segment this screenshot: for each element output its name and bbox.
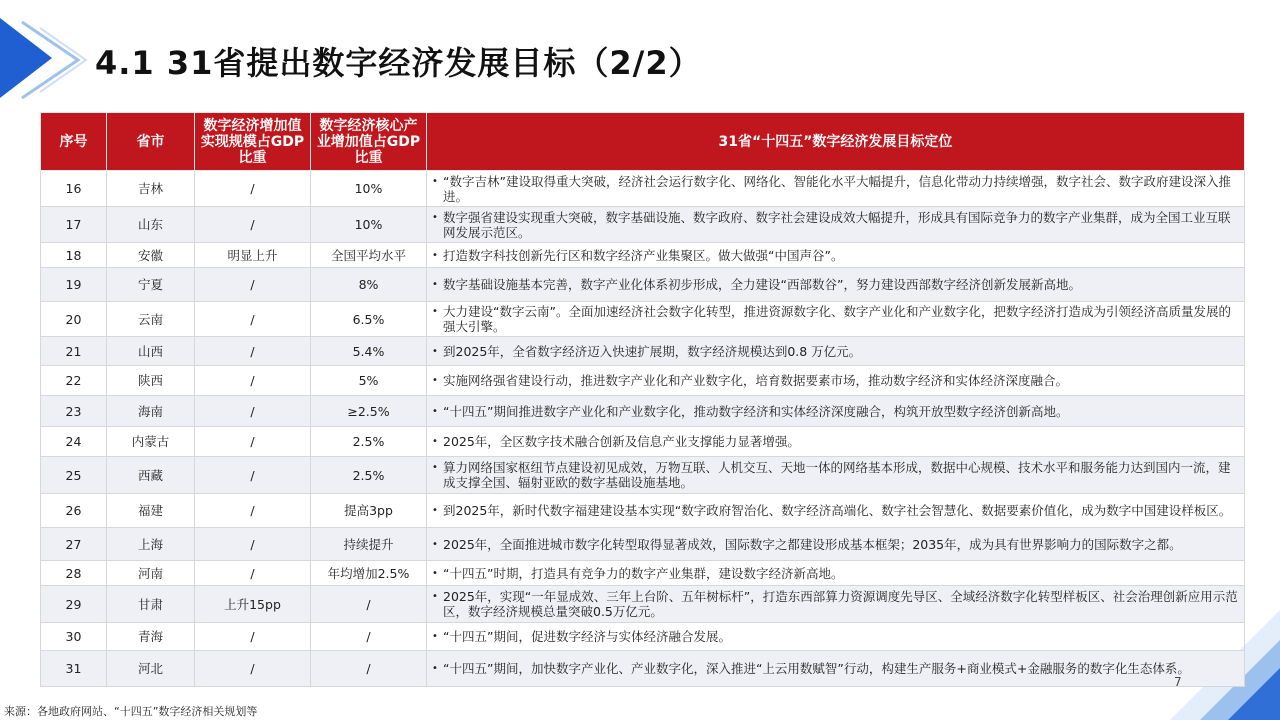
cell-no: 31 (41, 651, 107, 687)
table-row (41, 243, 1245, 268)
cell-goal (427, 207, 1245, 243)
cell-goal (427, 528, 1245, 561)
page-number: 7 (1174, 675, 1182, 689)
cell-scale-share: / (195, 207, 311, 243)
bullet-icon: • (432, 375, 438, 386)
table-row (41, 396, 1245, 427)
bullet-icon: • (432, 211, 438, 223)
goal-text: “十四五”时期，打造具有竞争力的数字产业集群，建设数字经济新高地。 (443, 565, 844, 581)
cell-province: 吉林 (107, 171, 195, 207)
bullet-icon: • (432, 538, 438, 550)
header-core-share: 数字经济核心产业增加值占GDP比重 (311, 113, 427, 171)
table-row (41, 207, 1245, 243)
cell-scale-share: / (195, 427, 311, 457)
cell-province: 西藏 (107, 457, 195, 494)
province-goals-table (40, 112, 1245, 687)
cell-goal (427, 396, 1245, 427)
table-row (41, 427, 1245, 457)
cell-province: 安徽 (107, 243, 195, 268)
cell-province: 内蒙古 (107, 427, 195, 457)
header-province: 省市 (107, 113, 195, 171)
bullet-icon: • (432, 567, 438, 579)
cell-province: 河南 (107, 561, 195, 586)
page-title: 4.1 31省提出数字经济发展目标（2/2） (95, 44, 702, 82)
bullet-icon: • (432, 345, 438, 357)
cell-no: 27 (41, 528, 107, 561)
goal-text: “十四五”期间，促进数字经济与实体经济融合发展。 (443, 629, 731, 644)
cell-no: 17 (41, 207, 107, 243)
cell-goal (427, 337, 1245, 366)
goal-text: 算力网络国家枢纽节点建设初见成效，万物互联、人机交互、天地一体的网络基本形成，数据中心规模、技术水平和服务能力达到国内一流，建成支撑全国、辐射亚欧的数字基础设施基地。 (443, 460, 1231, 490)
cell-province: 甘肃 (107, 586, 195, 623)
goal-text: “十四五”期间，加快数字产业化、产业数字化，深入推进“上云用数赋智”行动，构建生产服务+商业模式+金融服务的数字化生态体系。 (443, 661, 1190, 676)
cell-no: 20 (41, 302, 107, 337)
cell-scale-share: / (195, 366, 311, 396)
cell-goal (427, 302, 1245, 337)
cell-goal (427, 457, 1245, 494)
cell-goal (427, 623, 1245, 651)
goal-text: “数字吉林”建设取得重大突破，经济社会运行数字化、网络化、智能化水平大幅提升，信息化带动力持续增强，数字社会、数字政府建设深入推进。 (443, 173, 1231, 204)
cell-province: 河北 (107, 651, 195, 687)
cell-no: 16 (41, 171, 107, 207)
cell-scale-share: / (195, 396, 311, 427)
cell-scale-share: / (195, 302, 311, 337)
cell-province: 福建 (107, 494, 195, 528)
table-row (41, 561, 1245, 586)
goal-text: 到2025年，新时代数字福建建设基本实现“数字政府智治化、数字经济高端化、数字社会智慧化、数据要素价值化，成为数字中国建设样板区。 (443, 503, 1232, 518)
cell-no: 19 (41, 268, 107, 302)
cell-province: 云南 (107, 302, 195, 337)
table-row (41, 586, 1245, 623)
cell-no: 28 (41, 561, 107, 586)
cell-scale-share: / (195, 457, 311, 494)
goal-text: 2025年，实现“一年显成效、三年上台阶、五年树标杆”，打造东西部算力资源调度先导区、全域经济数字化转型样板区、社会治理创新应用示范区，数字经济规模总量突破0.5万亿元。 (443, 589, 1238, 619)
cell-core-share: / (311, 586, 427, 623)
goal-text: 打造数字科技创新先行区和数字经济产业集聚区。做大做强“中国声谷”。 (443, 247, 844, 263)
bullet-icon: • (432, 505, 438, 516)
source-note: 来源：各地政府网站、“十四五”数字经济相关规划等 (4, 705, 258, 718)
bullet-icon: • (432, 631, 438, 642)
cell-core-share: 10% (311, 171, 427, 207)
cell-core-share: 2.5% (311, 457, 427, 494)
table-row (41, 623, 1245, 651)
goal-text: 到2025年，全省数字经济迈入快速扩展期，数字经济规模达到0.8 万亿元。 (443, 343, 862, 359)
goal-text: 2025年，全区数字技术融合创新及信息产业支撑能力显著增强。 (443, 434, 800, 449)
bullet-icon: • (432, 405, 438, 417)
header-goal: 31省“十四五”数字经济发展目标定位 (427, 113, 1245, 171)
cell-goal (427, 171, 1245, 207)
cell-province: 山西 (107, 337, 195, 366)
table-row (41, 302, 1245, 337)
bullet-icon: • (432, 591, 438, 602)
cell-goal (427, 651, 1245, 687)
cell-scale-share: 明显上升 (195, 243, 311, 268)
cell-no: 24 (41, 427, 107, 457)
cell-scale-share: / (195, 623, 311, 651)
cell-goal (427, 243, 1245, 268)
cell-no: 22 (41, 366, 107, 396)
table-row (41, 268, 1245, 302)
cell-core-share: ≥2.5% (311, 396, 427, 427)
bullet-icon: • (432, 175, 438, 187)
cell-no: 25 (41, 457, 107, 494)
cell-province: 上海 (107, 528, 195, 561)
cell-core-share: 全国平均水平 (311, 243, 427, 268)
cell-core-share: 10% (311, 207, 427, 243)
bullet-icon: • (432, 436, 438, 447)
cell-core-share: / (311, 651, 427, 687)
goal-text: 实施网络强省建设行动，推进数字产业化和产业数字化，培育数据要素市场，推动数字经济和实体经济深度融合。 (443, 373, 1069, 388)
cell-goal (427, 494, 1245, 528)
cell-scale-share: / (195, 528, 311, 561)
cell-core-share: 持续提升 (311, 528, 427, 561)
bullet-icon: • (432, 663, 438, 674)
cell-province: 宁夏 (107, 268, 195, 302)
cell-scale-share: / (195, 561, 311, 586)
cell-scale-share: / (195, 337, 311, 366)
cell-scale-share: / (195, 268, 311, 302)
table-row (41, 651, 1245, 687)
corner-decoration-top-left (0, 0, 100, 110)
table-row (41, 171, 1245, 207)
header-no: 序号 (41, 113, 107, 171)
cell-goal (427, 268, 1245, 302)
table-row (41, 366, 1245, 396)
goal-text: 大力建设“数字云南”。全面加速经济社会数字化转型，推进资源数字化、数字产业化和产业数字化，把数字经济打造成为引领经济高质量发展的强大引擎。 (443, 304, 1231, 334)
cell-province: 青海 (107, 623, 195, 651)
cell-scale-share: / (195, 494, 311, 528)
cell-no: 21 (41, 337, 107, 366)
header-scale-share: 数字经济增加值实现规模占GDP比重 (195, 113, 311, 171)
goal-text: “十四五”期间推进数字产业化和产业数字化，推动数字经济和实体经济深度融合，构筑开放型数字经济创新高地。 (443, 403, 1069, 419)
cell-no: 18 (41, 243, 107, 268)
cell-core-share: 6.5% (311, 302, 427, 337)
table-row (41, 494, 1245, 528)
cell-core-share: 8% (311, 268, 427, 302)
goal-text: 数字基础设施基本完善，数字产业化体系初步形成，全力建设“西部数谷”，努力建设西部数字经济创新发展新高地。 (443, 277, 1081, 292)
table-row (41, 528, 1245, 561)
cell-no: 26 (41, 494, 107, 528)
cell-goal (427, 586, 1245, 623)
table-header-row (41, 113, 1245, 171)
cell-no: 29 (41, 586, 107, 623)
cell-scale-share: / (195, 651, 311, 687)
bullet-icon: • (432, 249, 438, 261)
bullet-icon: • (432, 279, 438, 290)
cell-province: 山东 (107, 207, 195, 243)
cell-goal (427, 366, 1245, 396)
cell-scale-share: / (195, 171, 311, 207)
cell-core-share: 5.4% (311, 337, 427, 366)
cell-province: 海南 (107, 396, 195, 427)
cell-core-share: / (311, 623, 427, 651)
cell-province: 陕西 (107, 366, 195, 396)
goal-text: 2025年，全面推进城市数字化转型取得显著成效，国际数字之都建设形成基本框架；2035年，成为具有世界影响力的国际数字之都。 (443, 536, 1182, 552)
table-row (41, 337, 1245, 366)
table-row (41, 457, 1245, 494)
cell-no: 30 (41, 623, 107, 651)
cell-goal (427, 427, 1245, 457)
cell-core-share: 2.5% (311, 427, 427, 457)
table-body (41, 171, 1245, 687)
cell-core-share: 5% (311, 366, 427, 396)
cell-goal (427, 561, 1245, 586)
goal-text: 数字强省建设实现重大突破，数字基础设施、数字政府、数字社会建设成效大幅提升，形成具有国际竞争力的数字产业集群，成为全国工业互联网发展示范区。 (443, 209, 1231, 240)
cell-core-share: 年均增加2.5% (311, 561, 427, 586)
cell-core-share: 提高3pp (311, 494, 427, 528)
cell-no: 23 (41, 396, 107, 427)
bullet-icon: • (432, 462, 438, 473)
cell-scale-share: 上升15pp (195, 586, 311, 623)
bullet-icon: • (432, 306, 438, 317)
